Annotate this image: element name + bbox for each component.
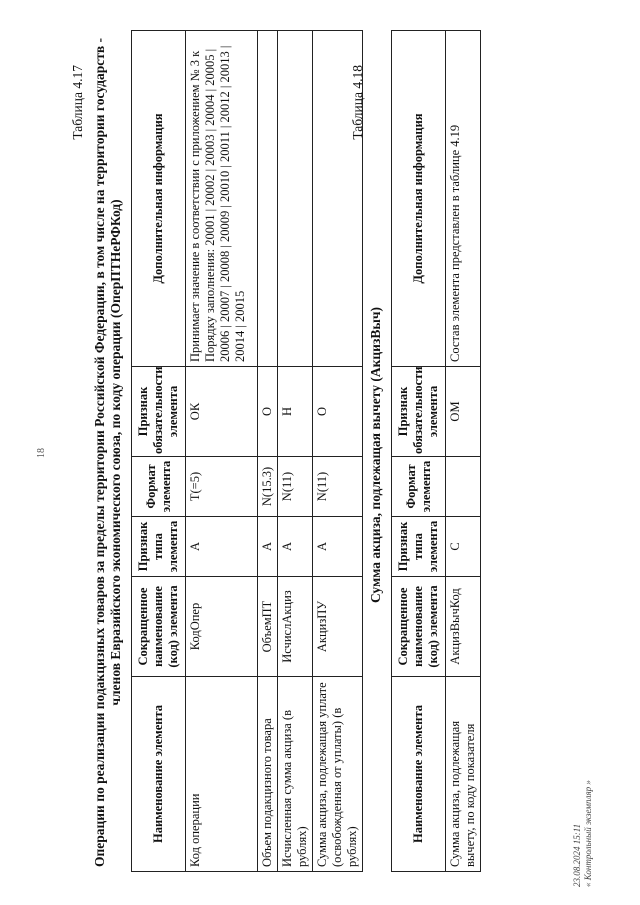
table-17-cell-format: T(=5) — [186, 457, 258, 517]
table-row — [186, 31, 258, 872]
table-17-cell-required: Н — [278, 367, 313, 457]
table-17-cell-type: А — [313, 517, 363, 577]
table-18-cell-name: Сумма акциза, подлежащая вычету, по коду показателя — [446, 677, 481, 872]
footer-stamp-line2: « Контрольный экземпляр » — [583, 780, 593, 887]
table-17-cell-format: N(15.3) — [258, 457, 278, 517]
table-17-header-name: Наименование элемента — [132, 677, 186, 872]
table-17-cell-code: АкцизПУ — [313, 577, 363, 677]
table-17-cell-name: Объем подакцизного товара — [258, 677, 278, 872]
table-17-cell-code: ОбъемПТ — [258, 577, 278, 677]
table-18-header-type: Признак типа элемента — [392, 517, 446, 577]
table-18-cell-info: Состав элемента представлен в таблице 4.19 — [446, 31, 481, 367]
table-17-cell-required: О — [258, 367, 278, 457]
table-17-cell-code: КодОпер — [186, 577, 258, 677]
table-18-label: Таблица 4.18 — [350, 65, 365, 140]
table-18-heading: Сумма акциза, подлежащая вычету (АкцизВыч) — [368, 307, 383, 603]
table-17-cell-format: N(11) — [278, 457, 313, 517]
table-17-cell-name: Сумма акциза, подлежащая уплате (освобожденная от уплаты) (в рублях) — [313, 677, 363, 872]
table-18 — [391, 30, 481, 872]
table-row — [278, 31, 313, 872]
table-17-header-format: Формат элемента — [132, 457, 186, 517]
table-17-cell-type: А — [186, 517, 258, 577]
table-18-header-row — [392, 31, 446, 872]
table-17-label: Таблица 4.17 — [70, 65, 85, 140]
table-17-cell-code: ИсчислАкциз — [278, 577, 313, 677]
footer-stamp — [572, 737, 594, 887]
table-17-header-row — [132, 31, 186, 872]
table-17-header-type: Признак типа элемента — [132, 517, 186, 577]
table-17-cell-name: Код операции — [186, 677, 258, 872]
table-18-header-code: Сокращенное наименование (код) элемента — [392, 577, 446, 677]
table-17-cell-info — [278, 31, 313, 367]
table-row — [258, 31, 278, 872]
table-17-cell-info — [258, 31, 278, 367]
table-18-header-info: Дополнительная информация — [392, 31, 446, 367]
table-17-header-info: Дополнительная информация — [132, 31, 186, 367]
table-row — [446, 31, 481, 872]
table-17 — [131, 30, 363, 872]
table-18-cell-code: АкцизВычКод — [446, 577, 481, 677]
table-17-cell-info: Принимает значение в соответствии с приложением № 3 к Порядку заполнения: 20001 | 20002 | 20003 | 20004 | 20005 | 20006 | 20007 | 20008 | 20009 | 20010 | 20011 | 20012 | 20013 | 20014 | 20015 — [186, 31, 258, 367]
table-18-header-format: Формат элемента — [392, 457, 446, 517]
table-17-header-code: Сокращенное наименование (код) элемента — [132, 577, 186, 677]
table-18-cell-required: ОМ — [446, 367, 481, 457]
table-18-cell-format — [446, 457, 481, 517]
table-17-cell-required: ОК — [186, 367, 258, 457]
table-17-cell-required: О — [313, 367, 363, 457]
table-18-header-name: Наименование элемента — [392, 677, 446, 872]
table-17-cell-type: А — [278, 517, 313, 577]
page-number: 18 — [36, 448, 47, 458]
table-18-header-required: Признак обязательности элемента — [392, 367, 446, 457]
table-18-cell-type: С — [446, 517, 481, 577]
table-17-cell-format: N(11) — [313, 457, 363, 517]
table-17-header-required: Признак обязательности элемента — [132, 367, 186, 457]
table-17-heading: Операции по реализации подакцизных товаров за пределы территории Российской Федерации, в том числе на территории государств - членов Евразийского экономического союза, по коду операции (ОперПТНеРФКод) — [92, 37, 123, 868]
table-17-cell-type: А — [258, 517, 278, 577]
footer-stamp-line1: 23.08.2024 15:11 — [572, 823, 582, 887]
table-17-cell-name: Исчисленная сумма акциза (в рублях) — [278, 677, 313, 872]
